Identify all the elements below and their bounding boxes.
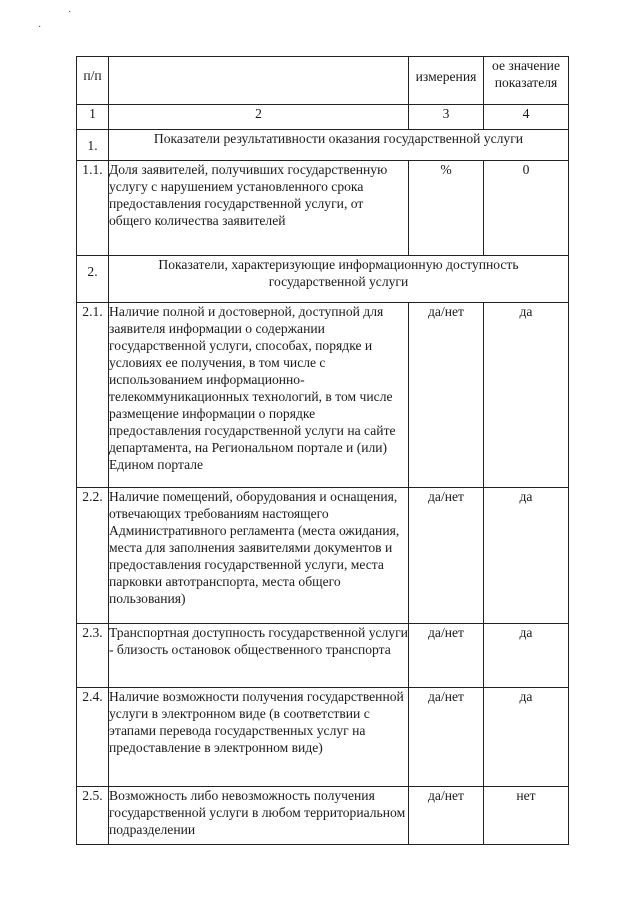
row-number: 2.2. bbox=[77, 488, 109, 624]
row-unit: да/нет bbox=[409, 787, 484, 845]
section-row bbox=[77, 256, 569, 303]
row-value: да bbox=[484, 688, 569, 787]
table-row bbox=[77, 688, 569, 787]
row-unit: да/нет bbox=[409, 488, 484, 624]
row-text: Доля заявителей, получивших государственную услугу с нарушением установленного срока предоставления государственной услуги, от общего количества заявителей bbox=[109, 161, 409, 256]
scan-speck: ˙ bbox=[68, 10, 72, 21]
index-cell: 1 bbox=[77, 105, 109, 130]
row-unit: % bbox=[409, 161, 484, 256]
index-cell: 2 bbox=[109, 105, 409, 130]
row-value: да bbox=[484, 624, 569, 688]
row-value: нет bbox=[484, 787, 569, 845]
row-number: 2.1. bbox=[77, 303, 109, 488]
header-unit: измерения bbox=[409, 57, 484, 105]
row-value: да bbox=[484, 303, 569, 488]
index-row bbox=[77, 105, 569, 130]
row-number: 1.1. bbox=[77, 161, 109, 256]
table-row bbox=[77, 161, 569, 256]
table-row bbox=[77, 303, 569, 488]
indicators-table bbox=[76, 56, 569, 845]
header-name bbox=[109, 57, 409, 105]
section-number: 1. bbox=[77, 130, 109, 161]
row-value: да bbox=[484, 488, 569, 624]
header-value: ое значение показателя bbox=[484, 57, 569, 105]
header-row bbox=[77, 57, 569, 105]
section-title: Показатели результативности оказания государственной услуги bbox=[109, 130, 569, 161]
row-text: Наличие помещений, оборудования и оснащения, отвечающих требованиям настоящего Административного регламента (места ожидания, места для заполнения заявителями документов и предоставления государственной услуги, места парковки автотранспорта, места общего пользования) bbox=[109, 488, 409, 624]
index-cell: 4 bbox=[484, 105, 569, 130]
table-row bbox=[77, 624, 569, 688]
row-unit: да/нет bbox=[409, 303, 484, 488]
row-unit: да/нет bbox=[409, 688, 484, 787]
table-row bbox=[77, 488, 569, 624]
scan-speck: · bbox=[38, 22, 42, 33]
section-title: Показатели, характеризующие информационную доступность государственной услуги bbox=[109, 256, 569, 303]
table-row bbox=[77, 787, 569, 845]
index-cell: 3 bbox=[409, 105, 484, 130]
row-unit: да/нет bbox=[409, 624, 484, 688]
row-text: Возможность либо невозможность получения государственной услуги в любом территориальном подразделении bbox=[109, 787, 409, 845]
row-value: 0 bbox=[484, 161, 569, 256]
row-text: Наличие возможности получения государственной услуги в электронном виде (в соответствии с этапами перевода государственных услуг на предоставление в электронном виде) bbox=[109, 688, 409, 787]
section-number: 2. bbox=[77, 256, 109, 303]
section-row bbox=[77, 130, 569, 161]
row-text: Транспортная доступность государственной услуги - близость остановок общественного транспорта bbox=[109, 624, 409, 688]
row-text: Наличие полной и достоверной, доступной для заявителя информации о содержании государственной услуги, способах, порядке и условиях ее получения, в том числе с использованием информационно-телекоммуникационных технологий, в том числе размещение информации о порядке предоставления государственной услуги на сайте департамента, на Региональном портале и (или) Едином портале bbox=[109, 303, 409, 488]
row-number: 2.5. bbox=[77, 787, 109, 845]
row-number: 2.3. bbox=[77, 624, 109, 688]
header-num: п/п bbox=[77, 57, 109, 105]
row-number: 2.4. bbox=[77, 688, 109, 787]
